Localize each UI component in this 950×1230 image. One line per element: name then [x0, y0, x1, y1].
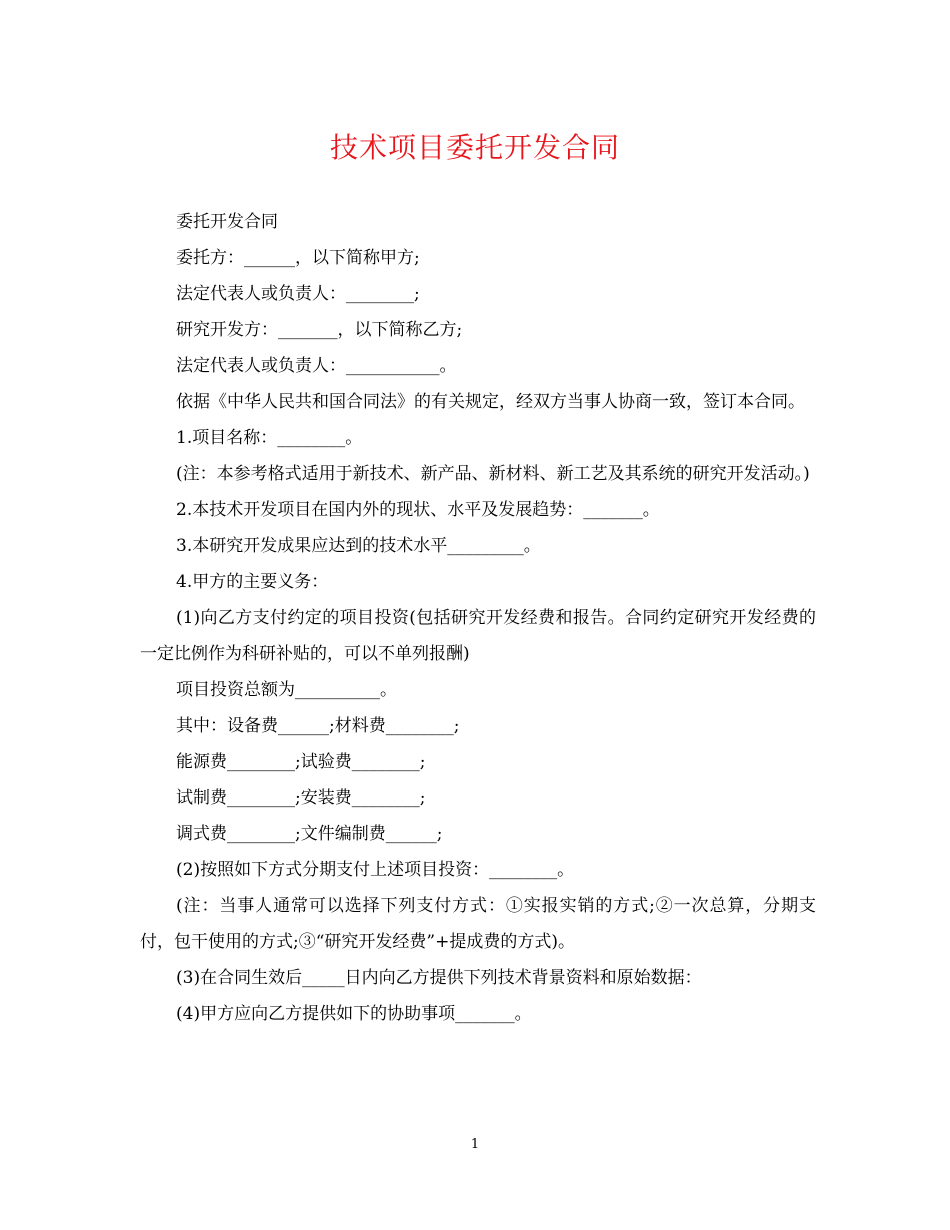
paragraph: (4)甲方应向乙方提供如下的协助事项_______。 — [176, 1004, 532, 1024]
paragraph: 3.本研究开发成果应达到的技术水平_________。 — [176, 536, 541, 556]
paragraph: 法定代表人或负责人：________; — [176, 284, 420, 304]
paragraph: 依据《中华人民共和国合同法》的有关规定，经双方当事人协商一致，签订本合同。 — [176, 392, 805, 412]
paragraph: 1.项目名称：________。 — [176, 428, 363, 448]
paragraph: 2.本技术开发项目在国内外的现状、水平及发展趋势：_______。 — [176, 500, 660, 520]
document-body — [140, 204, 816, 1032]
paragraph: 试制费________;安装费________; — [176, 788, 426, 808]
paragraph: 其中：设备费______;材料费________; — [176, 716, 460, 736]
paragraph: 项目投资总额为__________。 — [176, 680, 397, 700]
paragraph: (3)在合同生效后_____日内向乙方提供下列技术背景资料和原始数据： — [176, 968, 702, 988]
paragraph: 委托方：______，以下简称甲方; — [176, 248, 420, 268]
paragraph: 研究开发方：_______，以下简称乙方; — [176, 320, 463, 340]
paragraph: 4.甲方的主要义务： — [176, 572, 329, 592]
paragraph: 能源费________;试验费________; — [176, 752, 426, 772]
paragraph: (注：当事人通常可以选择下列支付方式：①实报实销的方式;②一次总算，分期支付，包干使用的方式;③“研究开发经费”+提成费的方式)。 — [140, 896, 816, 952]
paragraph: 法定代表人或负责人：___________。 — [176, 356, 457, 376]
paragraph: 调式费________;文件编制费______; — [176, 824, 443, 844]
paragraph: (1)向乙方支付约定的项目投资(包括研究开发经费和报告。合同约定研究开发经费的一定比例作为科研补贴的，可以不单列报酬) — [140, 608, 816, 664]
page-number: 1 — [470, 1137, 480, 1152]
paragraph: 委托开发合同 — [176, 212, 278, 232]
paragraph: (2)按照如下方式分期支付上述项目投资：________。 — [176, 860, 575, 880]
paragraph: (注：本参考格式适用于新技术、新产品、新材料、新工艺及其系统的研究开发活动。) — [176, 464, 810, 484]
document-title: 技术项目委托开发合同 — [329, 131, 620, 164]
